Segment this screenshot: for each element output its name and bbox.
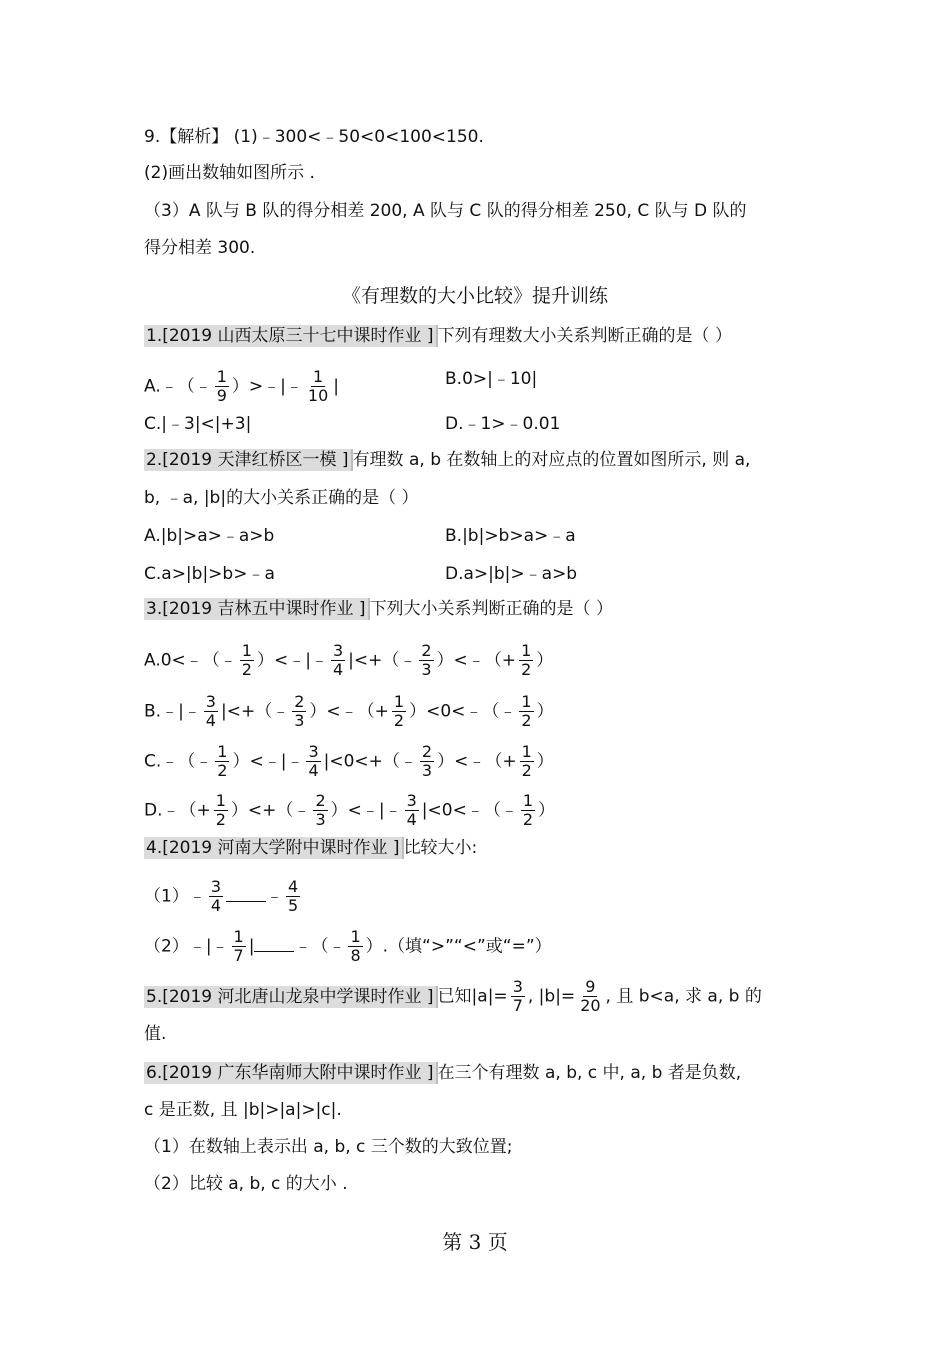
denominator: 4: [205, 711, 216, 730]
q4-p1-text: （1）﹣: [144, 886, 206, 907]
q3-b-text: ）<0<﹣（﹣: [409, 701, 517, 722]
numerator: 1: [215, 791, 226, 810]
denominator: 2: [393, 711, 405, 730]
numerator: 1: [521, 692, 532, 711]
fraction: [306, 743, 320, 780]
q4-stem: [144, 837, 477, 859]
q1-option-d: D.﹣1>﹣0.01: [445, 414, 561, 434]
q6-stem-text: 在三个有理数 a, b, c 中, a, b 者是负数,: [437, 1063, 742, 1083]
q6-stem: [144, 1062, 741, 1084]
q3-d-text: ）: [538, 800, 556, 821]
q3-d-text: |<0<﹣（﹣: [421, 800, 518, 821]
q3-d-text: D.﹣（+: [144, 800, 211, 821]
numerator: 1: [522, 791, 534, 810]
denominator: 3: [294, 711, 305, 730]
q1-a-text: A.﹣（﹣: [144, 376, 212, 397]
q2-option-d: D.a>|b|>﹣a>b: [445, 564, 578, 584]
denominator: 3: [421, 660, 432, 679]
q1-a-text: |: [333, 376, 339, 397]
fraction: [286, 878, 300, 915]
numerator: 2: [421, 641, 432, 660]
q3-a-text: ）<﹣（+: [436, 650, 517, 671]
fraction: [292, 693, 306, 730]
fraction: [392, 693, 406, 730]
denominator: 5: [288, 896, 299, 915]
q3-c-text: ）<﹣（+: [437, 751, 517, 772]
fraction: [313, 792, 327, 829]
numerator: 2: [421, 742, 433, 761]
denominator: 4: [308, 761, 319, 780]
answer-blank[interactable]: [254, 951, 294, 952]
q1-stem-text: 下列有理数大小关系判断正确的是（ ）: [437, 326, 732, 346]
q4-p2-text: ﹣（﹣: [294, 936, 346, 957]
denominator: 2: [521, 660, 532, 679]
q5-text: , 且 b<a, 求 a, b 的: [605, 986, 762, 1007]
q3-a-text: ）<﹣|﹣: [256, 650, 328, 671]
q3-stem: [144, 598, 613, 620]
sol9-line2: (2)画出数轴如图所示 .: [144, 163, 315, 183]
numerator: 3: [332, 641, 344, 660]
fraction: [240, 642, 254, 679]
q2-option-a: A.|b|>a>﹣a>b: [144, 526, 275, 546]
q3-stem-text: 下列大小关系判断正确的是（ ）: [369, 599, 613, 619]
sol9-line3: （3）A 队与 B 队的得分相差 200, A 队与 C 队的得分相差 250, C 队与 D 队的: [144, 201, 747, 221]
denominator: 2: [521, 711, 532, 730]
q3-option-a: [144, 642, 553, 679]
fraction: [511, 978, 525, 1015]
denominator: 4: [332, 660, 344, 679]
fraction: [306, 368, 330, 405]
q3-c-text: ）: [536, 751, 554, 772]
denominator: 10: [307, 386, 329, 405]
q3-d-text: ）<﹣|﹣: [330, 800, 402, 821]
q3-b-text: ）<﹣（+: [309, 701, 389, 722]
denominator: 2: [241, 660, 252, 679]
q1-stem: [144, 325, 732, 347]
numerator: 1: [217, 742, 228, 761]
denominator: 3: [315, 810, 326, 829]
q3-c-text: C.﹣（﹣: [144, 751, 213, 772]
numerator: 2: [294, 692, 305, 711]
q5-text: 已知|a|=: [437, 986, 508, 1007]
q3-a-text: ）: [536, 650, 554, 671]
fraction: [420, 743, 434, 780]
q3-b-text: B.﹣|﹣: [144, 701, 201, 722]
denominator: 20: [580, 996, 601, 1015]
q2-option-c: C.a>|b|>b>﹣a: [144, 564, 275, 584]
q2-stem-text: 有理数 a, b 在数轴上的对应点的位置如图所示, 则 a,: [352, 450, 751, 470]
sol9-line1: 9.【解析】 (1)﹣300<﹣50<0<100<150.: [144, 127, 484, 147]
section-title: 《有理数的大小比较》提升训练: [341, 285, 608, 307]
q4-p2-text: ）.（填“>”“<”或“=”）: [365, 936, 552, 957]
q2-source-tag: 2.[2019 天津红桥区一模 ]: [144, 449, 353, 471]
fraction: [520, 743, 534, 780]
numerator: 1: [216, 367, 227, 386]
q5-text: , |b|=: [527, 986, 576, 1007]
q6-line-4: （2）比较 a, b, c 的大小 .: [144, 1174, 348, 1194]
numerator: 3: [308, 742, 319, 761]
q1-source-tag: 1.[2019 山西太原三十七中课时作业 ]: [144, 325, 438, 347]
fraction: [419, 642, 433, 679]
q1-option-b: B.0>|﹣10|: [445, 369, 538, 389]
q3-option-d: [144, 792, 555, 829]
q6-source-tag: 6.[2019 广东华南师大附中课时作业 ]: [144, 1062, 438, 1084]
denominator: 4: [406, 810, 417, 829]
q6-line-3: （1）在数轴上表示出 a, b, c 三个数的大致位置;: [144, 1137, 513, 1157]
q5-line-2: 值.: [144, 1024, 167, 1044]
denominator: 7: [512, 996, 523, 1015]
numerator: 2: [315, 791, 326, 810]
numerator: 4: [288, 877, 299, 896]
q2-stem: [144, 449, 750, 471]
fraction: [405, 792, 419, 829]
fraction: [232, 928, 246, 965]
denominator: 2: [521, 761, 532, 780]
numerator: 9: [585, 977, 596, 996]
fraction: [209, 878, 223, 915]
q4-source-tag: 4.[2019 河南大学附中课时作业 ]: [144, 837, 404, 859]
q3-c-text: |<0<+（﹣: [323, 751, 417, 772]
q4-p1-text: ﹣: [266, 886, 284, 907]
q1-option-a: [144, 368, 339, 405]
q3-source-tag: 3.[2019 吉林五中课时作业 ]: [144, 598, 370, 620]
numerator: 3: [205, 692, 216, 711]
fraction: [204, 693, 218, 730]
q4-p2-text: （2）﹣|﹣: [144, 936, 229, 957]
fraction: [521, 792, 535, 829]
numerator: 1: [233, 927, 244, 946]
fraction: [578, 978, 602, 1015]
denominator: 3: [421, 761, 433, 780]
q3-d-text: ）<+（﹣: [230, 800, 311, 821]
numerator: 1: [521, 742, 532, 761]
fraction: [215, 743, 229, 780]
q2-option-b: B.|b|>b>a>﹣a: [445, 526, 576, 546]
numerator: 3: [210, 877, 222, 896]
numerator: 1: [393, 692, 405, 711]
q3-option-b: [144, 693, 554, 730]
q5-stem: [144, 978, 762, 1015]
numerator: 3: [406, 791, 417, 810]
q4-part-2: [144, 928, 552, 965]
fraction: [214, 792, 228, 829]
numerator: 3: [512, 977, 523, 996]
numerator: 1: [521, 641, 532, 660]
numerator: 1: [312, 367, 324, 386]
q4-stem-text: 比较大小:: [403, 838, 478, 858]
numerator: 1: [241, 641, 252, 660]
numerator: 1: [350, 927, 361, 946]
q5-source-tag: 5.[2019 河北唐山龙泉中学课时作业 ]: [144, 986, 438, 1008]
denominator: 7: [233, 946, 244, 965]
q3-a-text: A.0<﹣（﹣: [144, 650, 237, 671]
q3-b-text: |<+（﹣: [220, 701, 290, 722]
q1-a-text: ）>﹣|﹣: [231, 376, 303, 397]
sol9-line4: 得分相差 300.: [144, 238, 256, 258]
q2-stem-2: b, ﹣a, |b|的大小关系正确的是（ ）: [144, 488, 419, 508]
denominator: 4: [210, 896, 222, 915]
denominator: 9: [216, 386, 227, 405]
q3-b-text: ）: [536, 701, 554, 722]
q3-c-text: ）<﹣|﹣: [232, 751, 304, 772]
fraction: [348, 928, 362, 965]
q4-part-1: [144, 878, 303, 915]
denominator: 8: [350, 946, 361, 965]
denominator: 2: [217, 761, 228, 780]
q3-a-text: |<+（﹣: [348, 650, 417, 671]
q4-p2-text: |: [248, 936, 255, 957]
fraction: [331, 642, 345, 679]
denominator: 2: [215, 810, 226, 829]
q6-line-2: c 是正数, 且 |b|>|a|>|c|.: [144, 1100, 342, 1120]
q3-option-c: [144, 743, 554, 780]
answer-blank[interactable]: [226, 901, 266, 902]
denominator: 2: [522, 810, 534, 829]
page-number: 第 3 页: [442, 1230, 508, 1254]
q1-option-c: C.|﹣3|<|+3|: [144, 414, 252, 434]
fraction: [519, 693, 533, 730]
fraction: [519, 642, 533, 679]
fraction: [215, 368, 229, 405]
